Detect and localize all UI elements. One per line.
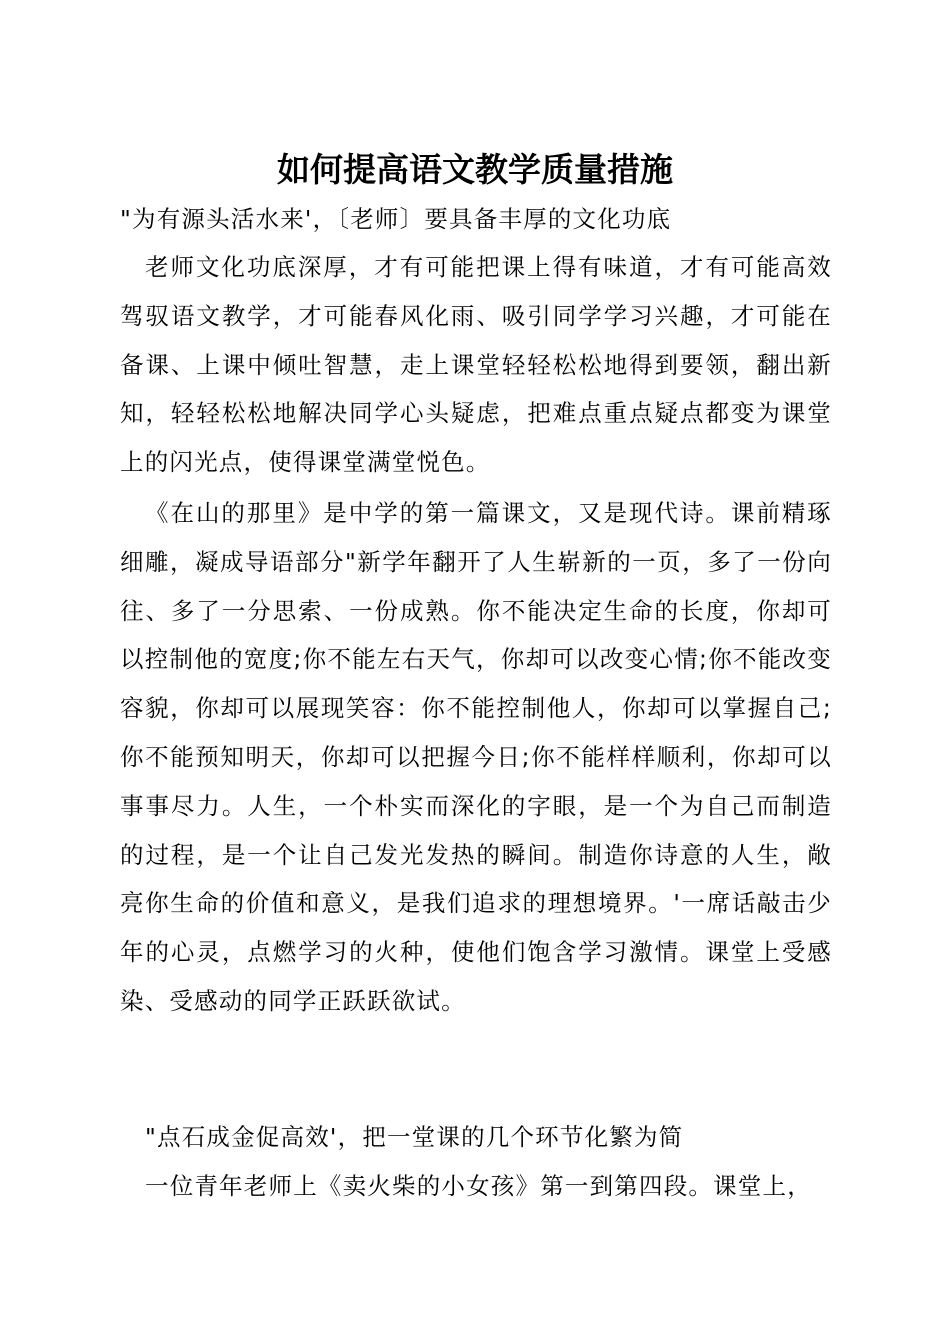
section1-paragraph2: 《在山的那里》是中学的第一篇课文，又是现代诗。课前精琢细雕，凝成导语部分"新学年翻开了人生崭新的一页，多了一份向往、多了一分思索、一份成熟。你不能决定生命的长度，你却可以控制他的宽度;你不能左右天气，你却可以改变心情;你不能改变容貌，你却可以展现笑容：你不能控制他人，你却可以掌握自己;你不能预知明天，你却可以把握今日;你不能样样顺利，你却可以事事尽力。人生，一个朴实而深化的字眼，是一个为自己而制造的过程，是一个让自己发光发热的瞬间。制造你诗意的人生，敞亮你生命的价值和意义，是我们追求的理想境界。'一席话敲击少年的心灵，点燃学习的火种，使他们饱含学习激情。课堂上受感染、受感动的同学正跃跃欲试。 bbox=[120, 499, 832, 1015]
section2-heading: "点石成金促高效'，把一堂课的几个环节化繁为简 bbox=[145, 1123, 684, 1151]
section2-paragraph1: 一位青年老师上《卖火柴的小女孩》第一到第四段。课堂上， bbox=[145, 1172, 812, 1200]
section1-paragraph1: 老师文化功底深厚，才有可能把课上得有味道，才有可能高效驾驭语文教学，才可能春风化雨、吸引同学学习兴趣，才可能在备课、上课中倾吐智慧，走上课堂轻轻松松地得到要领，翻出新知，轻轻松松地解决同学心头疑虑，把难点重点疑点都变为课堂上的闪光点，使得课堂满堂悦色。 bbox=[120, 253, 832, 477]
section1-heading: "为有源头活水来'，〔老师〕要具备丰厚的文化功底 bbox=[120, 205, 672, 233]
document-title: 如何提高语文教学质量措施 bbox=[277, 150, 673, 189]
